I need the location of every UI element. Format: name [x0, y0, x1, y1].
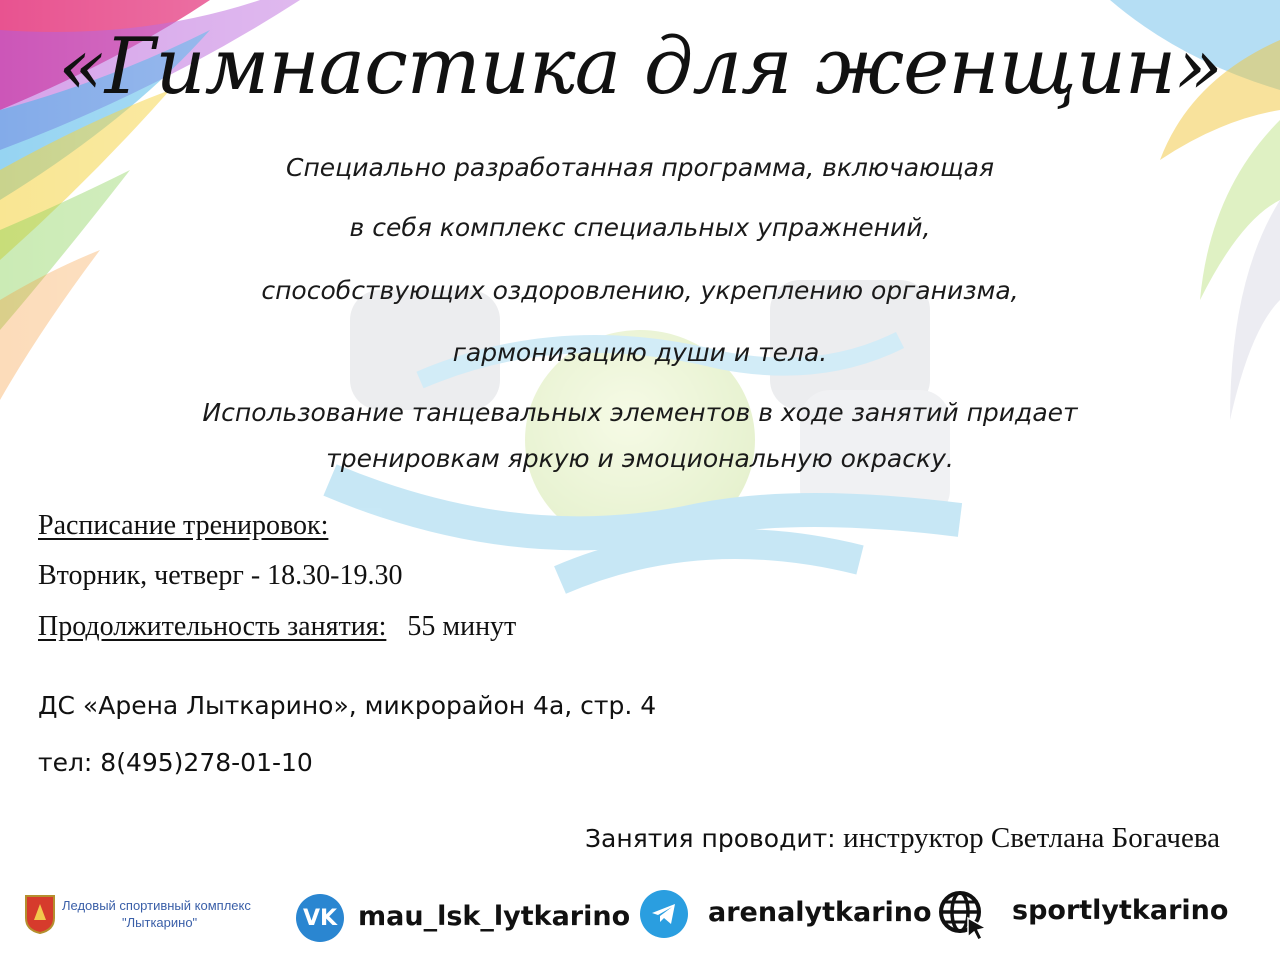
schedule-days: Вторник, четверг - 18.30-19.30 [38, 560, 403, 591]
vk-link[interactable]: mau_lsk_lytkarino [358, 901, 631, 932]
description-line: гармонизацию души и тела. [452, 338, 828, 367]
logo-line: Ледовый спортивный комплекс [62, 898, 251, 913]
logo-text [62, 897, 251, 931]
instructor-name: инструктор Светлана Богачева [843, 822, 1220, 854]
description-line: в себя комплекс специальных упражнений, [349, 213, 931, 242]
telegram-link[interactable]: arenalytkarino [708, 897, 932, 928]
schedule-label: Расписание тренировок: [38, 510, 329, 541]
instructor-line [585, 822, 1220, 855]
description-line: Использование танцевальных элементов в ходе занятий придает [202, 398, 1078, 427]
description-line: тренировкам яркую и эмоциональную окраску. [326, 444, 954, 473]
duration-label: Продолжительность занятия: [38, 611, 387, 642]
duration-row [38, 611, 516, 643]
vk-icon[interactable]: VK [296, 894, 344, 942]
globe-icon[interactable] [938, 890, 990, 942]
description-line: способствующих оздоровлению, укреплению организма, [261, 276, 1019, 305]
description-line: Специально разработанная программа, включающая [286, 153, 994, 182]
address: ДС «Арена Лыткарино», микрорайон 4а, стр. 4 [38, 691, 657, 720]
website-link[interactable]: sportlytkarino [1012, 895, 1229, 926]
duration-value: 55 минут [407, 611, 517, 642]
phone: тел: 8(495)278-01-10 [38, 748, 313, 777]
page-title: «Гимнастика для женщин» [57, 22, 1223, 112]
telegram-icon[interactable] [640, 890, 688, 938]
logo-line: "Лыткарино" [122, 915, 198, 930]
coat-of-arms-icon [24, 894, 56, 934]
instructor-label: Занятия проводит: [585, 824, 836, 853]
